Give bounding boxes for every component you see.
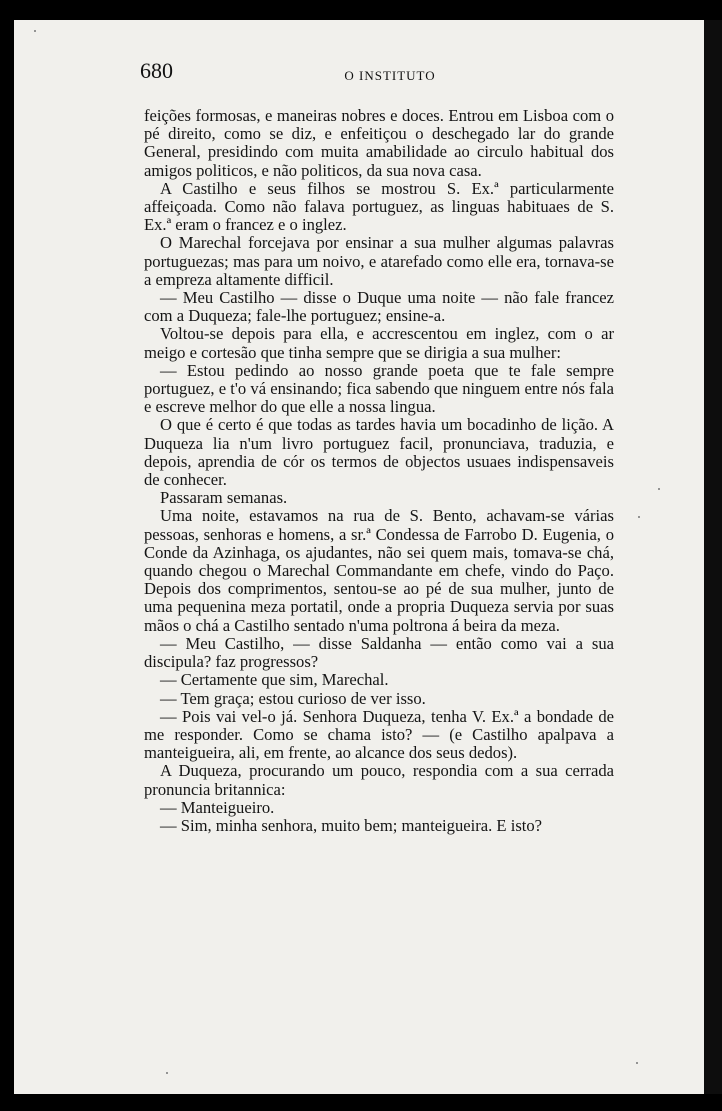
paragraph: — Meu Castilho — disse o Duque uma noite — não fale francez com a Duqueza; fale-lhe portuguez; ensine-a.	[144, 288, 614, 326]
paragraph: — Meu Castilho, — disse Saldanha — então como vai a sua discipula? faz progressos?	[144, 633, 614, 672]
scan-speck	[34, 30, 36, 32]
paragraph: A Castilho e seus filhos se mostrou S. Ex.ª particularmente affeiçoada. Como não falava portuguez, as linguas habituaes de S. Ex.ª eram o francez e o inglez.	[144, 178, 614, 235]
paragraph: feições formosas, e maneiras nobres e doces. Entrou em Lisboa com o pé direito, como se diz, e enfeitiçou o deschegado lar do grande General, presidindo com muita amabilidade ao circulo habitual dos amigos politicos, e não politicos, da sua nova casa.	[144, 106, 614, 180]
paragraph: O que é certo é que todas as tardes havia um bocadinho de lição. A Duqueza lia n'um livro portuguez facil, pronunciava, traduzia, e depois, aprendia de cór os termos de objectos usuaes indispensaveis de conhecer.	[144, 415, 614, 490]
paragraph: Voltou-se depois para ella, e accrescentou em inglez, com o ar meigo e cortesão que tinha sempre que se dirigia a sua mulher:	[144, 324, 614, 362]
paragraph: — Estou pedindo ao nosso grande poeta que te fale sempre portuguez, e t'o vá ensinando; fica sabendo que ninguem entre nós fala e escreve melhor do que elle a nossa lingua.	[144, 360, 614, 417]
page-number: 680	[140, 58, 173, 83]
paragraph: O Marechal forcejava por ensinar a sua mulher algumas palavras portuguezas; mas para um noivo, e atarefado como elle era, tornava-se a empreza altamente difficil.	[144, 233, 614, 289]
page-header	[140, 58, 640, 88]
paragraph: — Pois vai vel-o já. Senhora Duqueza, tenha V. Ex.ª a bondade de me responder. Como se chama isto? — (e Castilho apalpava a manteigueira, ali, em frente, ao alcance dos seus dedos).	[144, 706, 614, 763]
paragraph: A Duqueza, procurando um pouco, respondia com a sua cerrada pronuncia britannica:	[144, 761, 614, 799]
paragraph: — Manteigueiro.	[160, 797, 275, 817]
scan-edge	[704, 20, 722, 1094]
paragraph: — Tem graça; estou curioso de ver isso.	[160, 688, 426, 708]
paragraph: — Certamente que sim, Marechal.	[160, 670, 389, 690]
scan-speck	[636, 1062, 638, 1064]
paragraph: — Sim, minha senhora, muito bem; manteigueira. E isto?	[160, 815, 543, 835]
scan-speck	[166, 1072, 168, 1074]
running-title: O INSTITUTO	[344, 68, 436, 83]
scan-speck	[638, 516, 640, 518]
paragraph: Uma noite, estavamos na rua de S. Bento, achavam-se várias pessoas, senhoras e homens, a sr.ª Condessa de Farrobo D. Eugenia, o Conde da Azinhaga, os ajudantes, não sei quem mais, tomava-se chá, quando chegou o Marechal Commandante em chefe, vindo do Paço. Depois dos comprimentos, sentou-se ao pé de sua mulher, junto de uma pequenina meza portatil, onde a propria Duqueza servia por suas mãos o chá a Castilho sentado n'uma poltrona á beira da meza.	[144, 506, 614, 635]
paragraph: Passaram semanas.	[160, 488, 288, 508]
scan-speck	[658, 488, 660, 490]
body-text	[144, 107, 614, 835]
